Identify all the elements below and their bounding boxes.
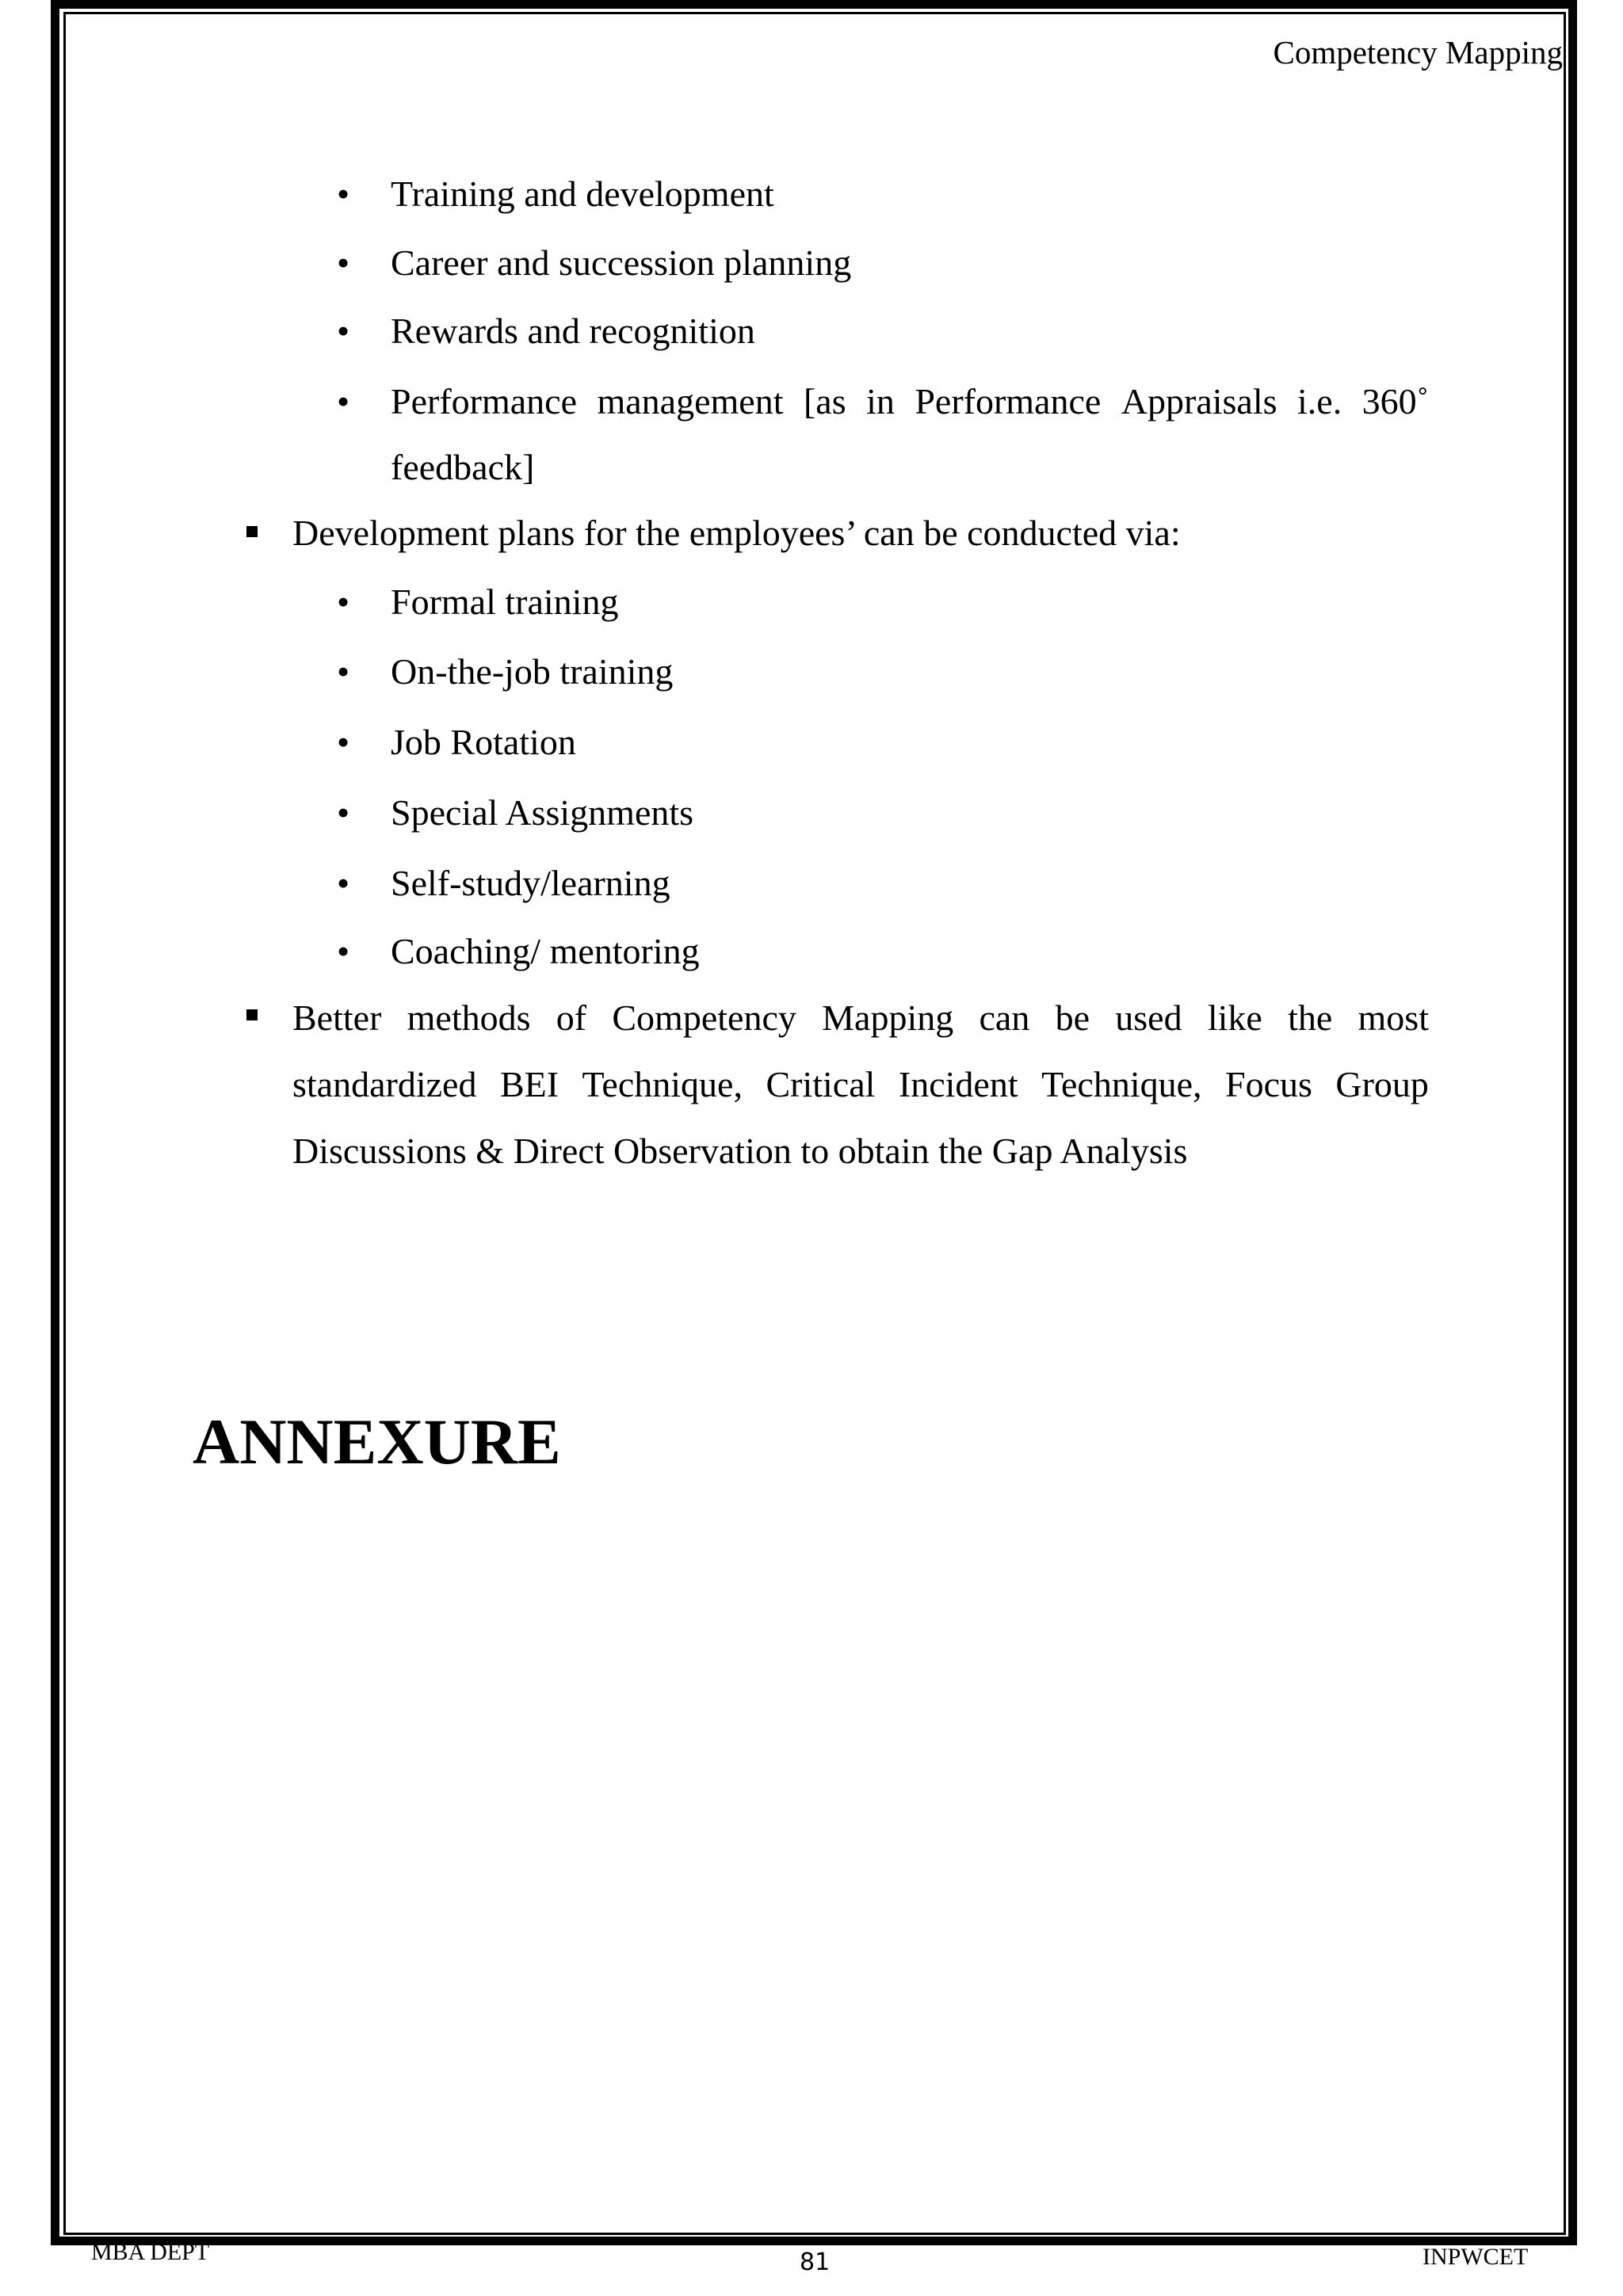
word: Mapping [822,997,954,1038]
list-item: Coaching/ mentoring [391,931,700,971]
word: standardized [292,1064,477,1104]
word: Incident [898,1064,1018,1104]
list-item: Rewards and recognition [391,311,755,351]
list-item: Career and succession planning [391,242,852,283]
paragraph-point-line2 [292,1062,1429,1107]
bullet-dot-icon: • [337,582,350,622]
paragraph-point-line3: Discussions & Direct Observation to obtain the Gap Analysis [292,1131,1188,1171]
word: like [1207,997,1262,1038]
footer-department: MBA DEPT [91,2239,210,2265]
word: Technique, [582,1064,743,1104]
bullet-dot-icon: • [337,722,350,762]
list-item: Special Assignments [391,792,694,833]
bullet-dot-icon: • [337,174,350,214]
bullet-dot-icon: • [337,792,350,833]
word: 360˚ [1361,381,1429,421]
word: in [866,381,895,421]
word: used [1115,997,1182,1038]
paragraph-point: Development plans for the employees’ can be conducted via: [292,513,1181,553]
word: methods [407,997,531,1038]
bullet-dot-icon: • [337,311,350,351]
running-header: Competency Mapping [1273,34,1563,71]
word: [as [803,381,846,421]
word: Critical [766,1064,876,1104]
page-number: 81 [800,2248,831,2276]
word: Performance [391,381,577,421]
bullet-dot-icon: • [337,651,350,692]
list-item-performance-line1 [391,379,1429,424]
word: can [979,997,1030,1038]
footer-institution: INPWCET [1423,2244,1529,2270]
section-heading: ANNEXURE [193,1405,561,1478]
word: management [597,381,784,421]
word: Focus [1225,1064,1312,1104]
bullet-dot-icon: • [337,242,350,283]
word: of [556,997,587,1038]
list-item: Self-study/learning [391,863,670,903]
bullet-dot-icon: • [337,863,350,903]
word: the [1288,997,1333,1038]
list-item: Training and development [391,174,774,214]
paragraph-point-line1 [292,996,1429,1040]
word: most [1358,997,1429,1038]
word: Competency [612,997,796,1038]
list-item: Job Rotation [391,722,576,762]
word: BEI [499,1064,559,1104]
list-item: On-the-job training [391,651,674,692]
list-item-performance-line2: feedback] [391,447,535,487]
page-border-inner [63,12,1566,2235]
list-item: Formal training [391,582,619,622]
word: Group [1335,1064,1429,1104]
square-bullet-icon [246,1009,258,1020]
square-bullet-icon [246,526,258,537]
word: Technique, [1041,1064,1202,1104]
bullet-dot-icon: • [337,931,350,971]
word: Performance [915,381,1102,421]
word: i.e. [1297,381,1342,421]
word: Appraisals [1121,381,1277,421]
word: be [1055,997,1090,1038]
bullet-dot-icon: • [337,381,350,421]
word: Better [292,997,382,1038]
